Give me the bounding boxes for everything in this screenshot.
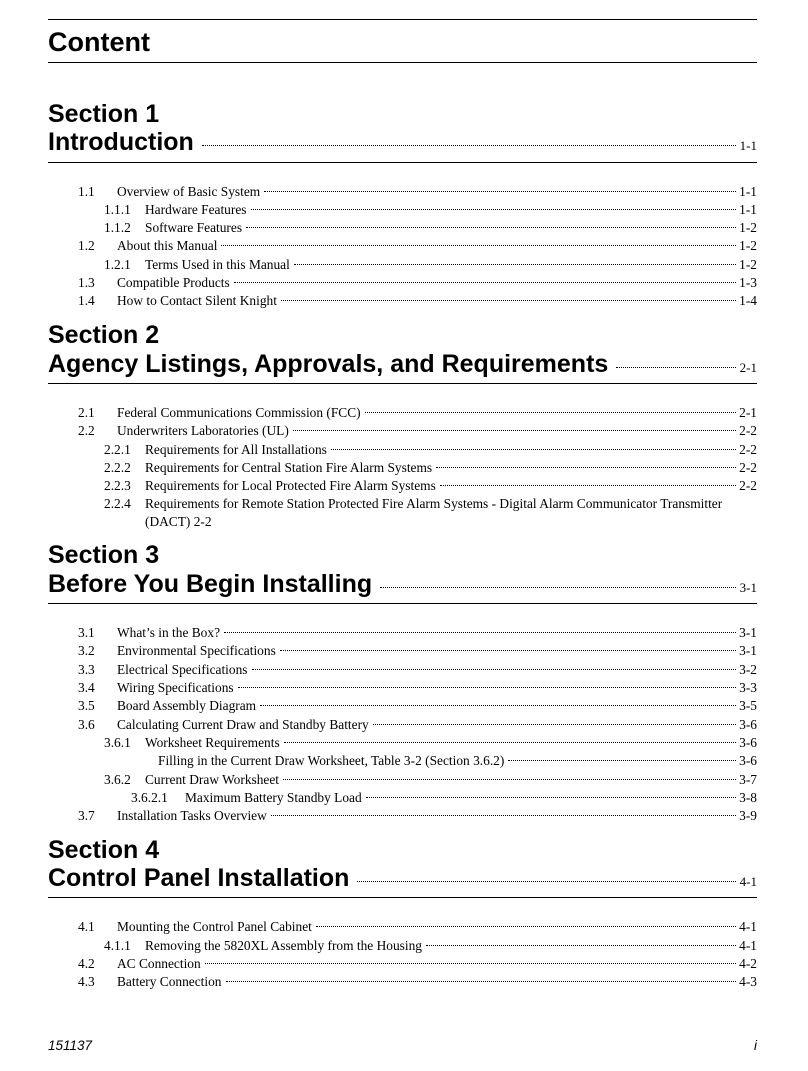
dot-leader [284,742,736,743]
page-ref: 3-6 [739,735,757,750]
dot-leader [373,724,736,725]
toc-entry[interactable] [104,495,757,531]
entry-number: 4.3 [78,974,95,989]
page-number: i [754,1038,757,1053]
page-ref: 3-1 [739,625,757,640]
page-ref: 1-1 [739,138,757,153]
entry-text: Mounting the Control Panel Cabinet [117,919,312,934]
page-ref: 1-2 [739,257,757,272]
entry-number: 3.6.2 [104,772,131,787]
toc-entry[interactable] [78,697,757,715]
section-rule [48,383,757,384]
entry-text: Overview of Basic System [117,184,261,199]
page-ref: 3-5 [739,698,757,713]
dot-leader [440,485,736,486]
entry-number: 3.5 [78,698,95,713]
toc-entry[interactable] [104,256,757,274]
toc-entry[interactable] [78,274,757,292]
page-ref: 3-1 [739,580,757,595]
dot-leader [366,797,736,798]
entry-text: Terms Used in this Manual [145,257,290,272]
toc-entry[interactable] [104,441,757,459]
entry-text: Requirements for All Installations [145,442,327,457]
page-ref: 3-3 [739,680,757,695]
dot-leader [436,467,736,468]
dot-leader [260,705,736,706]
entry-number: 4.2 [78,956,95,971]
toc-entry[interactable] [104,219,757,237]
entry-number: 3.3 [78,662,95,677]
page-ref: 3-7 [739,772,757,787]
page-ref: 2-2 [739,478,757,493]
dot-leader [280,650,736,651]
toc-entry[interactable] [104,771,757,789]
entry-number: 1.2 [78,238,95,253]
section-label: Section 4 [48,836,160,864]
section-title-text: Introduction [48,128,194,156]
dot-leader [365,412,737,413]
toc-entry[interactable] [78,661,757,679]
dot-leader [316,926,736,927]
entry-number: 3.6.2.1 [131,790,168,805]
page-ref: 2-2 [739,423,757,438]
page-ref: 4-1 [739,874,757,889]
entry-text: Requirements for Remote Station Protected Fire Alarm Systems - Digital Alarm Communicator Transmitter (DACT) 2-2 [145,496,723,529]
dot-leader [357,881,735,882]
toc-entry[interactable] [158,752,757,770]
entry-text: Software Features [145,220,243,235]
entry-number: 1.1.1 [104,202,131,217]
toc-entry[interactable] [78,955,757,973]
toc-entry[interactable] [131,789,757,807]
toc-entry[interactable] [78,716,757,734]
entry-text: Underwriters Laboratories (UL) [117,423,289,438]
entry-number: 4.1.1 [104,938,131,953]
dot-leader [246,227,736,228]
section-title-text: Agency Listings, Approvals, and Requirements [48,350,609,378]
page-ref: 4-1 [739,919,757,934]
page-ref: 1-2 [739,220,757,235]
top-rule [48,19,757,20]
dot-leader [264,191,736,192]
section-title[interactable] [48,127,757,161]
page-ref: 3-6 [739,753,757,768]
entry-number: 1.2.1 [104,257,131,272]
toc-entry[interactable] [78,237,757,255]
entry-text: Installation Tasks Overview [117,808,267,823]
entry-text: Wiring Specifications [117,680,234,695]
section-rule [48,897,757,898]
dot-leader [283,779,736,780]
entry-number: 4.1 [78,919,95,934]
section-rule [48,162,757,163]
entry-number: 3.7 [78,808,95,823]
dot-leader [224,632,736,633]
section-title[interactable] [48,569,757,603]
page-ref: 4-3 [739,974,757,989]
entry-number: 3.4 [78,680,95,695]
entry-number: 2.2.3 [104,478,131,493]
entry-text: Environmental Specifications [117,643,276,658]
toc-entry[interactable] [78,807,757,825]
toc-entry[interactable] [78,422,757,440]
entry-text: Electrical Specifications [117,662,248,677]
dot-leader [271,815,736,816]
page-ref: 4-1 [739,938,757,953]
section-rule [48,603,757,604]
page-ref: 2-1 [739,360,757,375]
dot-leader [234,282,736,283]
entry-text: Requirements for Local Protected Fire Alarm Systems [145,478,436,493]
document-number: 151137 [48,1038,93,1053]
page-ref: 1-3 [739,275,757,290]
entry-number: 1.4 [78,293,95,308]
toc-entry[interactable] [78,918,757,936]
toc-entry[interactable] [78,973,757,991]
section-title-text: Before You Begin Installing [48,570,373,598]
toc-entry[interactable] [104,201,757,219]
dot-leader [251,209,737,210]
entry-text: How to Contact Silent Knight [117,293,277,308]
entry-number: 2.2.1 [104,442,131,457]
dot-leader [281,300,736,301]
entry-text: Battery Connection [117,974,222,989]
toc-entry[interactable] [104,477,757,495]
entry-number: 2.2.4 [104,496,131,511]
dot-leader [238,687,737,688]
entry-text: Board Assembly Diagram [117,698,257,713]
entry-number: 3.6 [78,717,95,732]
entry-text: About this Manual [117,238,218,253]
dot-leader [426,945,736,946]
entry-text: Calculating Current Draw and Standby Battery [117,717,369,732]
entry-number: 3.2 [78,643,95,658]
entry-text: What’s in the Box? [117,625,221,640]
dot-leader [293,430,736,431]
page-ref: 3-2 [739,662,757,677]
entry-number: 3.6.1 [104,735,131,750]
page-ref: 4-2 [739,956,757,971]
toc-entry[interactable] [78,183,757,201]
page-ref: 2-2 [739,460,757,475]
page-title: Content [48,27,150,57]
entry-number: 1.3 [78,275,95,290]
toc-entry[interactable] [104,734,757,752]
dot-leader [294,264,736,265]
page-ref: 3-6 [739,717,757,732]
page-ref: 1-2 [739,238,757,253]
entry-text: Removing the 5820XL Assembly from the Housing [145,938,422,953]
title-underline [48,62,757,63]
toc-entry[interactable] [78,292,757,310]
page-ref: 1-1 [739,184,757,199]
entry-text: Federal Communications Commission (FCC) [117,405,361,420]
entry-text: Maximum Battery Standby Load [185,790,362,805]
entry-text: Current Draw Worksheet [145,772,280,787]
dot-leader [508,760,736,761]
entry-number: 2.1 [78,405,95,420]
dot-leader [252,669,737,670]
page-ref: 1-4 [739,293,757,308]
toc-entry[interactable] [78,404,757,422]
page-ref: 3-8 [739,790,757,805]
entry-text: Requirements for Central Station Fire Alarm Systems [145,460,433,475]
toc-entry[interactable] [104,937,757,955]
toc-entry[interactable] [104,459,757,477]
dot-leader [616,367,735,368]
dot-leader [205,963,736,964]
dot-leader [331,449,736,450]
dot-leader [202,145,736,146]
section-label: Section 3 [48,541,160,569]
entry-text: Compatible Products [117,275,230,290]
section-title[interactable] [48,863,757,897]
dot-leader [221,245,736,246]
page-ref: 3-9 [739,808,757,823]
entry-number: 2.2.2 [104,460,131,475]
entry-number: 1.1 [78,184,95,199]
section-label: Section 2 [48,321,160,349]
page-ref: 3-1 [739,643,757,658]
section-title[interactable] [48,349,757,383]
entry-number: 3.1 [78,625,95,640]
dot-leader [226,981,737,982]
toc-entry[interactable] [78,679,757,697]
entry-text: Worksheet Requirements [145,735,280,750]
dot-leader [380,587,736,588]
entry-number: 2.2 [78,423,95,438]
entry-text: Hardware Features [145,202,247,217]
toc-entry[interactable] [78,624,757,642]
page-ref: 2-2 [739,442,757,457]
entry-text: Filling in the Current Draw Worksheet, Table 3-2 (Section 3.6.2) [158,753,505,768]
section-label: Section 1 [48,100,160,128]
entry-text: AC Connection [117,956,201,971]
section-title-text: Control Panel Installation [48,864,350,892]
entry-number: 1.1.2 [104,220,131,235]
page-ref: 1-1 [739,202,757,217]
page-ref: 2-1 [739,405,757,420]
toc-entry[interactable] [78,642,757,660]
